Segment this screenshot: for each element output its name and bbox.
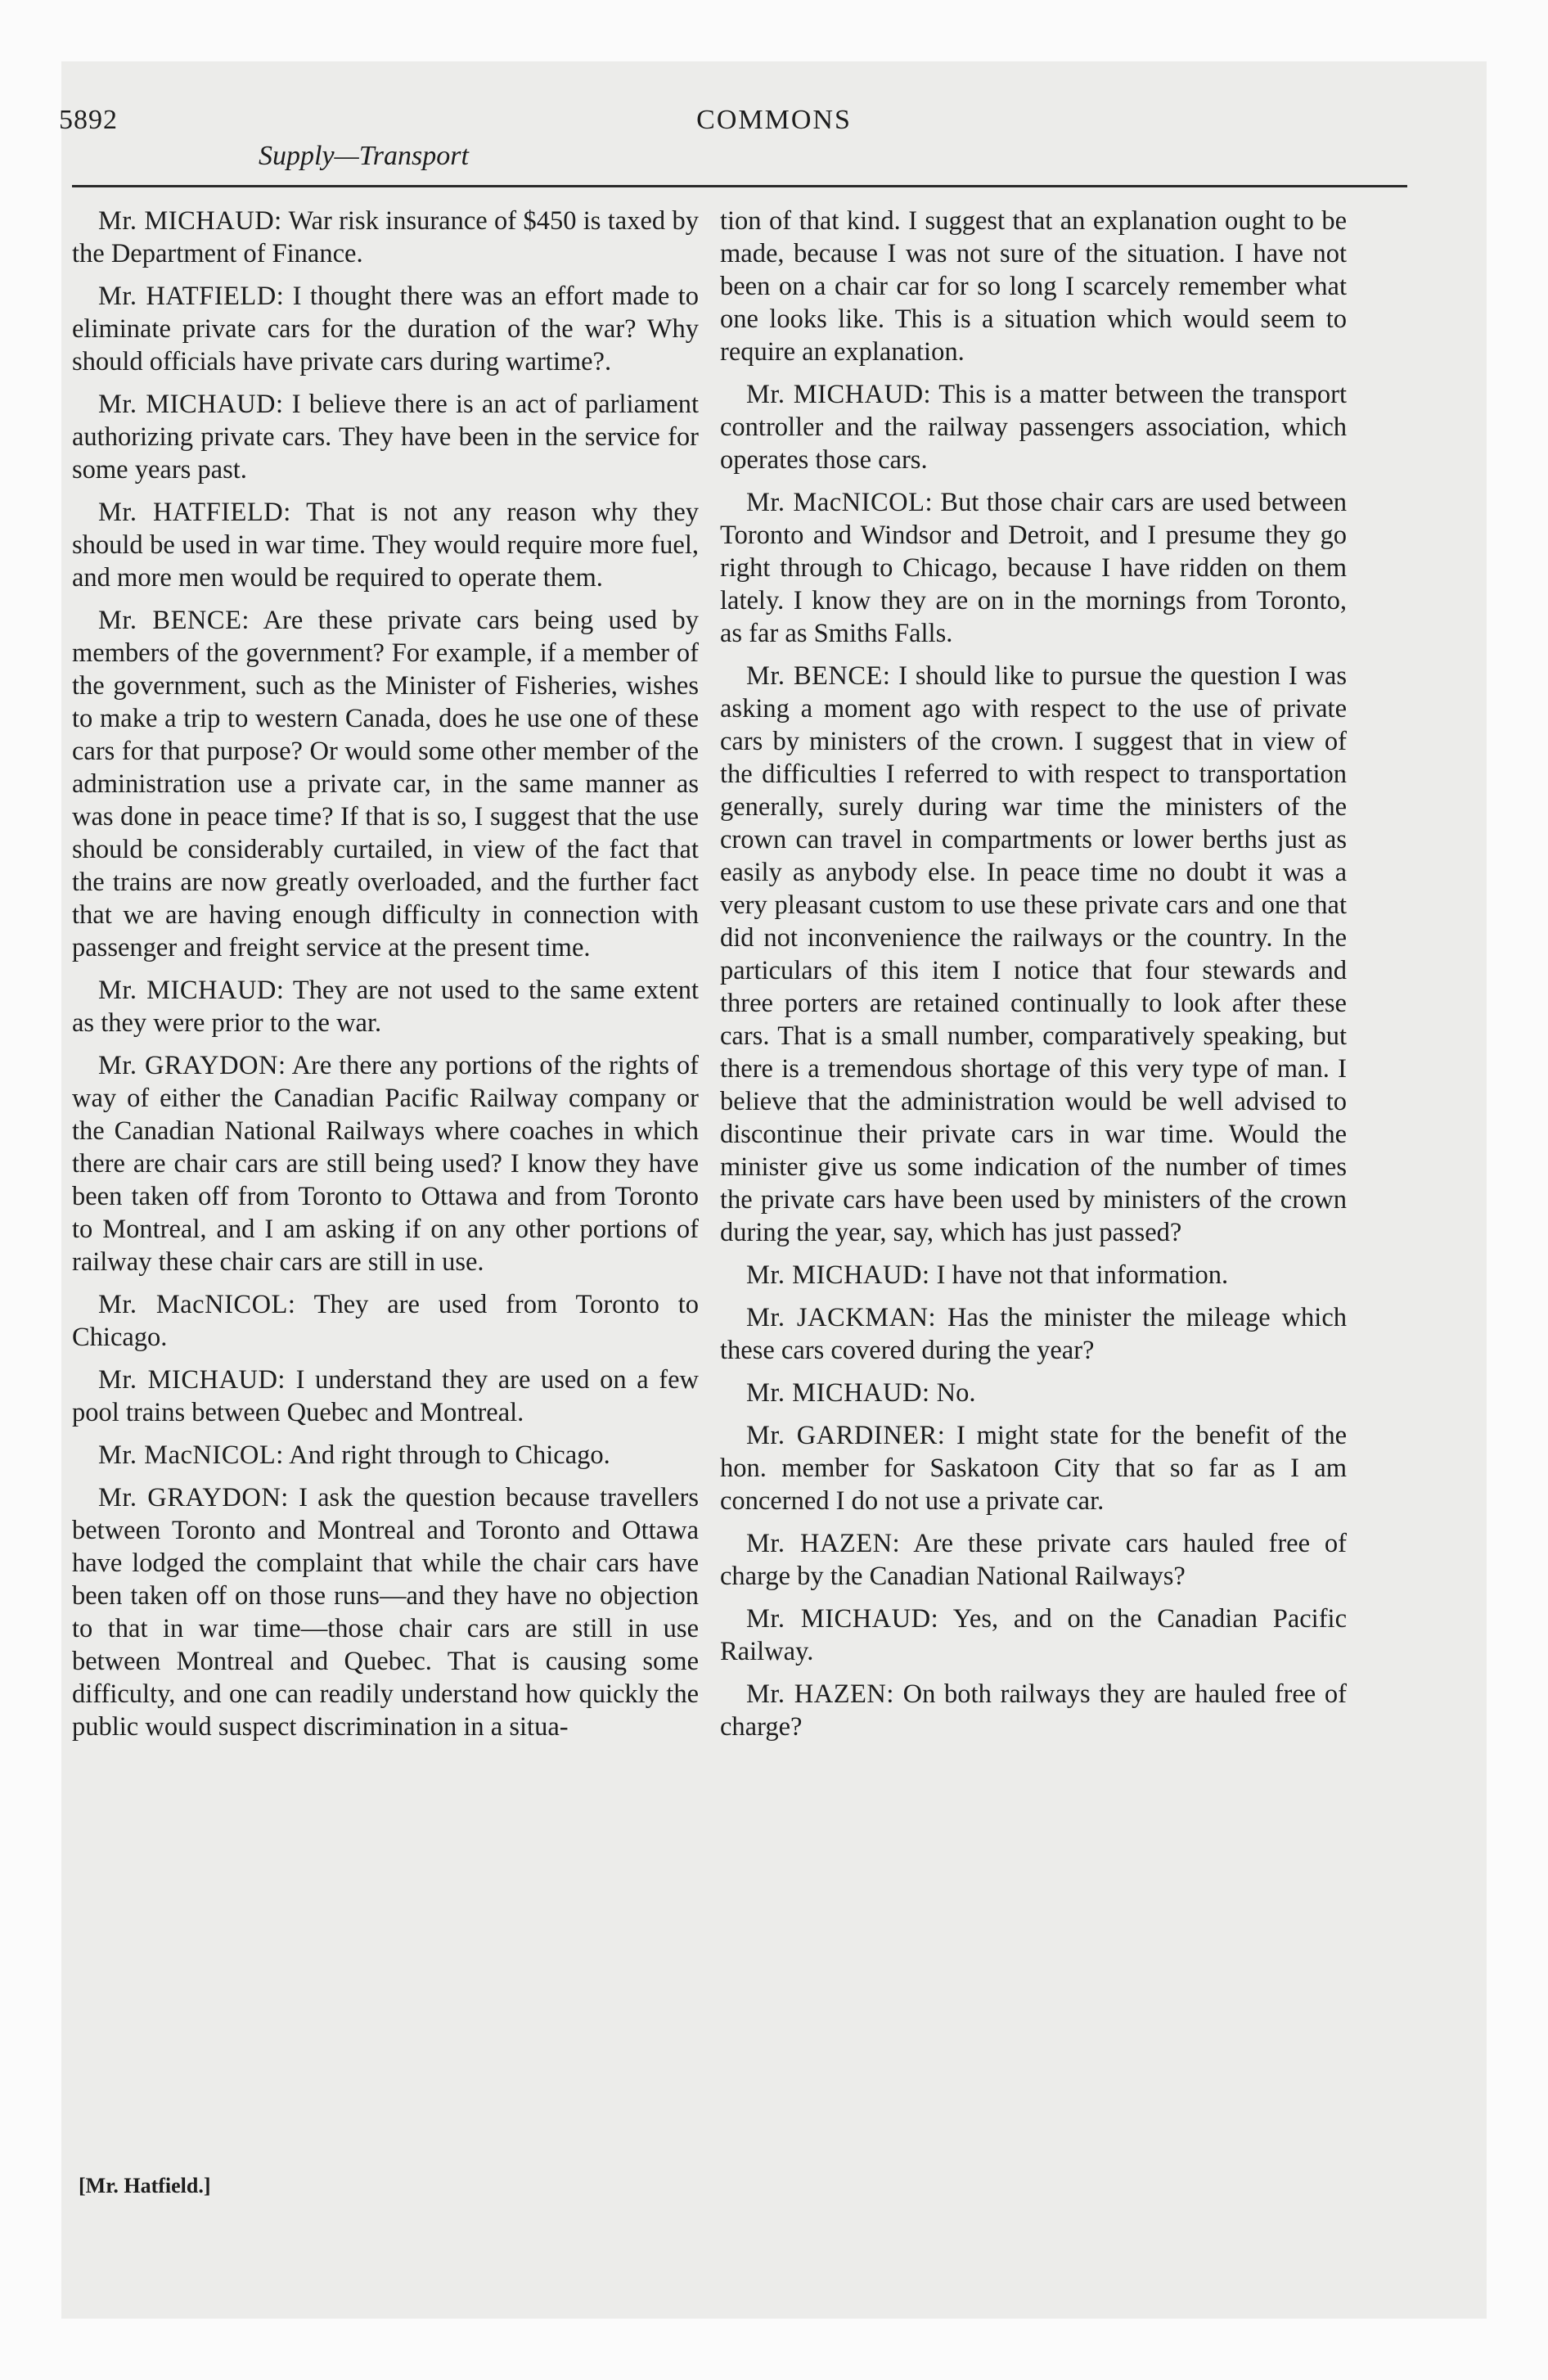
speaker-name: Mr. GARDINER: xyxy=(746,1421,946,1450)
speech-text: But those chair cars are used between Toronto and Windsor and Detroit, and I presume they go right through to Chicago, because I have ridden on them lately. I know they are on in the mornings from Toronto, as far as Smiths Falls. xyxy=(720,488,1348,648)
speech-paragraph xyxy=(72,280,699,378)
speech-paragraph xyxy=(72,1439,699,1472)
speaker-name: Mr. MacNICOL: xyxy=(746,488,933,517)
speech-text: Has the minister the mileage which these cars covered during the year? xyxy=(720,1303,1348,1365)
speech-paragraph xyxy=(72,1481,699,1743)
speech-paragraph xyxy=(72,1364,699,1429)
speech-text: I have not that information. xyxy=(936,1260,1229,1290)
speech-paragraph xyxy=(720,1377,1347,1409)
speech-text: I ask the question because travellers between Toronto and Montreal and Toronto and Ottawa have lodged the complaint that while the chair cars have been taken off on those runs—and they have no objection to that in war time—those chair cars are still in use between Montreal and Quebec. That is causing some difficulty, and one can readily understand how quickly the public would suspect discrimination in a situa- xyxy=(72,1483,699,1742)
page-number: 5892 xyxy=(59,105,118,135)
speaker-name: Mr. BENCE: xyxy=(746,661,891,691)
speech-paragraph xyxy=(720,660,1347,1249)
speech-paragraph xyxy=(720,1527,1347,1593)
speech-paragraph xyxy=(720,1301,1347,1367)
speaker-name: Mr. MICHAUD: xyxy=(746,1260,930,1290)
speech-text: No. xyxy=(936,1378,976,1408)
section-subtitle: Supply—Transport xyxy=(259,141,469,171)
speech-text: They are used from Toronto to Chicago. xyxy=(72,1290,699,1352)
header-rule xyxy=(72,185,1407,187)
footer-reference: [Mr. Hatfield.] xyxy=(79,2174,211,2197)
speech-paragraph xyxy=(720,1259,1347,1291)
speech-text: tion of that kind. I suggest that an explanation ought to be made, because I was not sure of the situation. I have not been on a chair car for so long I scarcely remember what one looks like. This is a situation which would seem to require an explanation. xyxy=(720,206,1347,367)
speech-text: I understand they are used on a few pool trains between Quebec and Montreal. xyxy=(72,1365,699,1427)
speech-text: On both railways they are hauled free of charge? xyxy=(720,1679,1347,1742)
speech-paragraph xyxy=(720,1678,1347,1743)
speech-text: I should like to pursue the question I was asking a moment ago with respect to the use of private cars by ministers of the crown. I suggest that in view of the difficulties I referred to with respect to transportation generally, surely during war time the ministers of the crown can travel in compartments or lower berths just as easily as anybody else. In peace time no doubt it was a very pleasant custom to use these private cars and one that did not inconvenience the railways or the country. In the particulars of this item I notice that four stewards and three porters are retained continually to look after these cars. That is a small number, comparatively speaking, but there is a tremendous shortage of this very type of man. I believe that the administration would be well advised to discontinue their private cars in war time. Would the minister give us some indication of the number of times the private cars have been used by ministers of the crown during the year, say, which has just passed? xyxy=(720,661,1347,1247)
speaker-name: Mr. MICHAUD: xyxy=(98,206,282,236)
speech-text: I might state for the benefit of the hon. member for Saskatoon City that so far as I am concerned I do not use a private car. xyxy=(720,1421,1348,1516)
speech-paragraph xyxy=(72,974,699,1039)
speech-paragraph xyxy=(720,1602,1347,1668)
speech-text: I believe there is an act of parliament authorizing private cars. They have been in the service for some years past. xyxy=(72,390,699,485)
speech-paragraph xyxy=(72,1288,699,1354)
speaker-name: Mr. MICHAUD: xyxy=(98,976,285,1005)
speech-text: This is a matter between the transport controller and the railway passengers association, which operates those cars. xyxy=(720,380,1347,475)
speech-paragraph xyxy=(720,205,1347,368)
speech-paragraph xyxy=(72,604,699,964)
speech-paragraph xyxy=(72,205,699,270)
speaker-name: Mr. HAZEN: xyxy=(746,1529,901,1558)
speech-text: That is not any reason why they should be used in war time. They would require more fuel, and more men would be required to operate them. xyxy=(72,498,699,593)
speaker-name: Mr. MacNICOL: xyxy=(98,1440,284,1470)
speech-text: They are not used to the same extent as they were prior to the war. xyxy=(72,976,699,1038)
speaker-name: Mr. MacNICOL: xyxy=(98,1290,296,1319)
speech-paragraph xyxy=(72,388,699,486)
speaker-name: Mr. HAZEN: xyxy=(746,1679,894,1709)
speaker-name: Mr. GRAYDON: xyxy=(98,1051,286,1080)
speaker-name: Mr. MICHAUD: xyxy=(98,1365,286,1395)
speech-text: War risk insurance of $450 is taxed by the Department of Finance. xyxy=(72,206,699,268)
speech-text: Are these private cars being used by members of the government? For example, if a member of the government, such as the Minister of Fisheries, wishes to make a trip to western Canada, does he use one of these cars for that purpose? Or would some other member of the administration use a private car, in the same manner as was done in peace time? If that is so, I suggest that the use should be considerably curtailed, in view of the fact that the trains are now greatly overloaded, and the further fact that we are having enough difficulty in connection with passenger and freight service at the present time. xyxy=(72,606,699,962)
speaker-name: Mr. MICHAUD: xyxy=(746,1604,939,1634)
speaker-name: Mr. HATFIELD: xyxy=(98,498,291,527)
right-column xyxy=(720,205,1347,1753)
speech-paragraph xyxy=(720,486,1347,650)
speaker-name: Mr. HATFIELD: xyxy=(98,282,285,311)
speech-text: Are these private cars hauled free of charge by the Canadian National Railways? xyxy=(720,1529,1347,1591)
speaker-name: Mr. GRAYDON: xyxy=(98,1483,289,1512)
speech-paragraph xyxy=(72,496,699,594)
speech-paragraph xyxy=(720,1419,1347,1517)
speaker-name: Mr. BENCE: xyxy=(98,606,250,635)
speech-text: And right through to Chicago. xyxy=(289,1440,610,1470)
speaker-name: Mr. MICHAUD: xyxy=(746,1378,930,1408)
speaker-name: Mr. MICHAUD: xyxy=(746,380,932,409)
speech-text: Are there any portions of the rights of way of either the Canadian Pacific Railway company or the Canadian National Railways where coaches in which there are chair cars are still being used? I know they have been taken off from Toronto to Ottawa and from Toronto to Montreal, and I am asking if on any other portions of railway these chair cars are still in use. xyxy=(72,1051,699,1277)
house-title: COMMONS xyxy=(696,105,852,135)
speech-text: I thought there was an effort made to eliminate private cars for the duration of the war? Why should officials have private cars during wartime?. xyxy=(72,282,699,376)
speaker-name: Mr. MICHAUD: xyxy=(98,390,284,419)
speech-text: Yes, and on the Canadian Pacific Railway. xyxy=(720,1604,1347,1666)
left-column xyxy=(72,205,699,1753)
speech-paragraph xyxy=(720,378,1347,476)
speaker-name: Mr. JACKMAN: xyxy=(746,1303,937,1332)
speech-paragraph xyxy=(72,1049,699,1278)
